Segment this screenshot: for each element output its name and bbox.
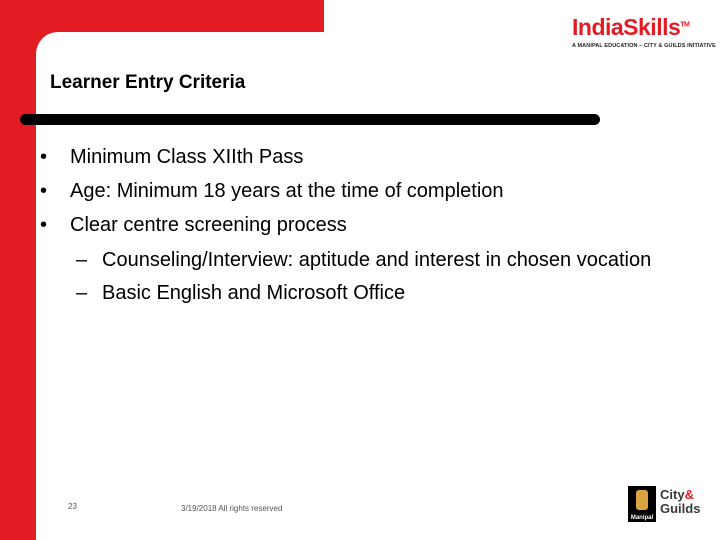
bullet-item xyxy=(40,208,700,242)
title-rule xyxy=(20,114,600,125)
manipal-logo xyxy=(628,486,656,522)
logo-tm: TM xyxy=(680,21,690,29)
bullet-text: Clear centre screening process xyxy=(70,214,347,236)
slide-title: Learner Entry Criteria xyxy=(50,72,246,93)
amp-text: & xyxy=(684,487,694,502)
logo-india: India xyxy=(572,14,624,40)
sub-bullet-text: Basic English and Microsoft Office xyxy=(102,282,406,304)
bullet-marker: • xyxy=(40,146,48,168)
logo-tagline: A MANIPAL EDUCATION – CITY & GUILDS INITIATIVE xyxy=(572,43,716,49)
sub-bullet-item xyxy=(40,279,700,308)
bullet-list xyxy=(40,140,700,308)
bullet-marker: • xyxy=(40,214,48,236)
sub-bullet-text: Counseling/Interview: aptitude and interest in chosen vocation xyxy=(102,249,652,271)
bullet-marker: • xyxy=(40,180,48,202)
manipal-figure-icon xyxy=(636,490,648,510)
sub-bullet-item xyxy=(40,246,700,275)
manipal-label: Manipal xyxy=(630,515,654,521)
city-guilds-logo xyxy=(660,488,700,516)
indiaskills-logo xyxy=(572,14,716,64)
footer-date-rights: 3/19/2018 All rights reserved xyxy=(181,504,283,513)
guilds-text: Guilds xyxy=(660,501,701,516)
city-text: City xyxy=(660,487,685,502)
bullet-item xyxy=(40,140,700,174)
slide-number: 23 xyxy=(68,502,77,511)
dash-marker: – xyxy=(76,282,88,304)
logo-skills: Skills xyxy=(623,14,681,40)
dash-marker: – xyxy=(76,249,88,271)
bullet-text: Age: Minimum 18 years at the time of completion xyxy=(70,180,504,202)
bullet-text: Minimum Class XIIth Pass xyxy=(70,146,304,168)
partner-logos xyxy=(628,486,718,522)
bullet-item xyxy=(40,174,700,208)
logo-wordmark xyxy=(572,14,702,41)
